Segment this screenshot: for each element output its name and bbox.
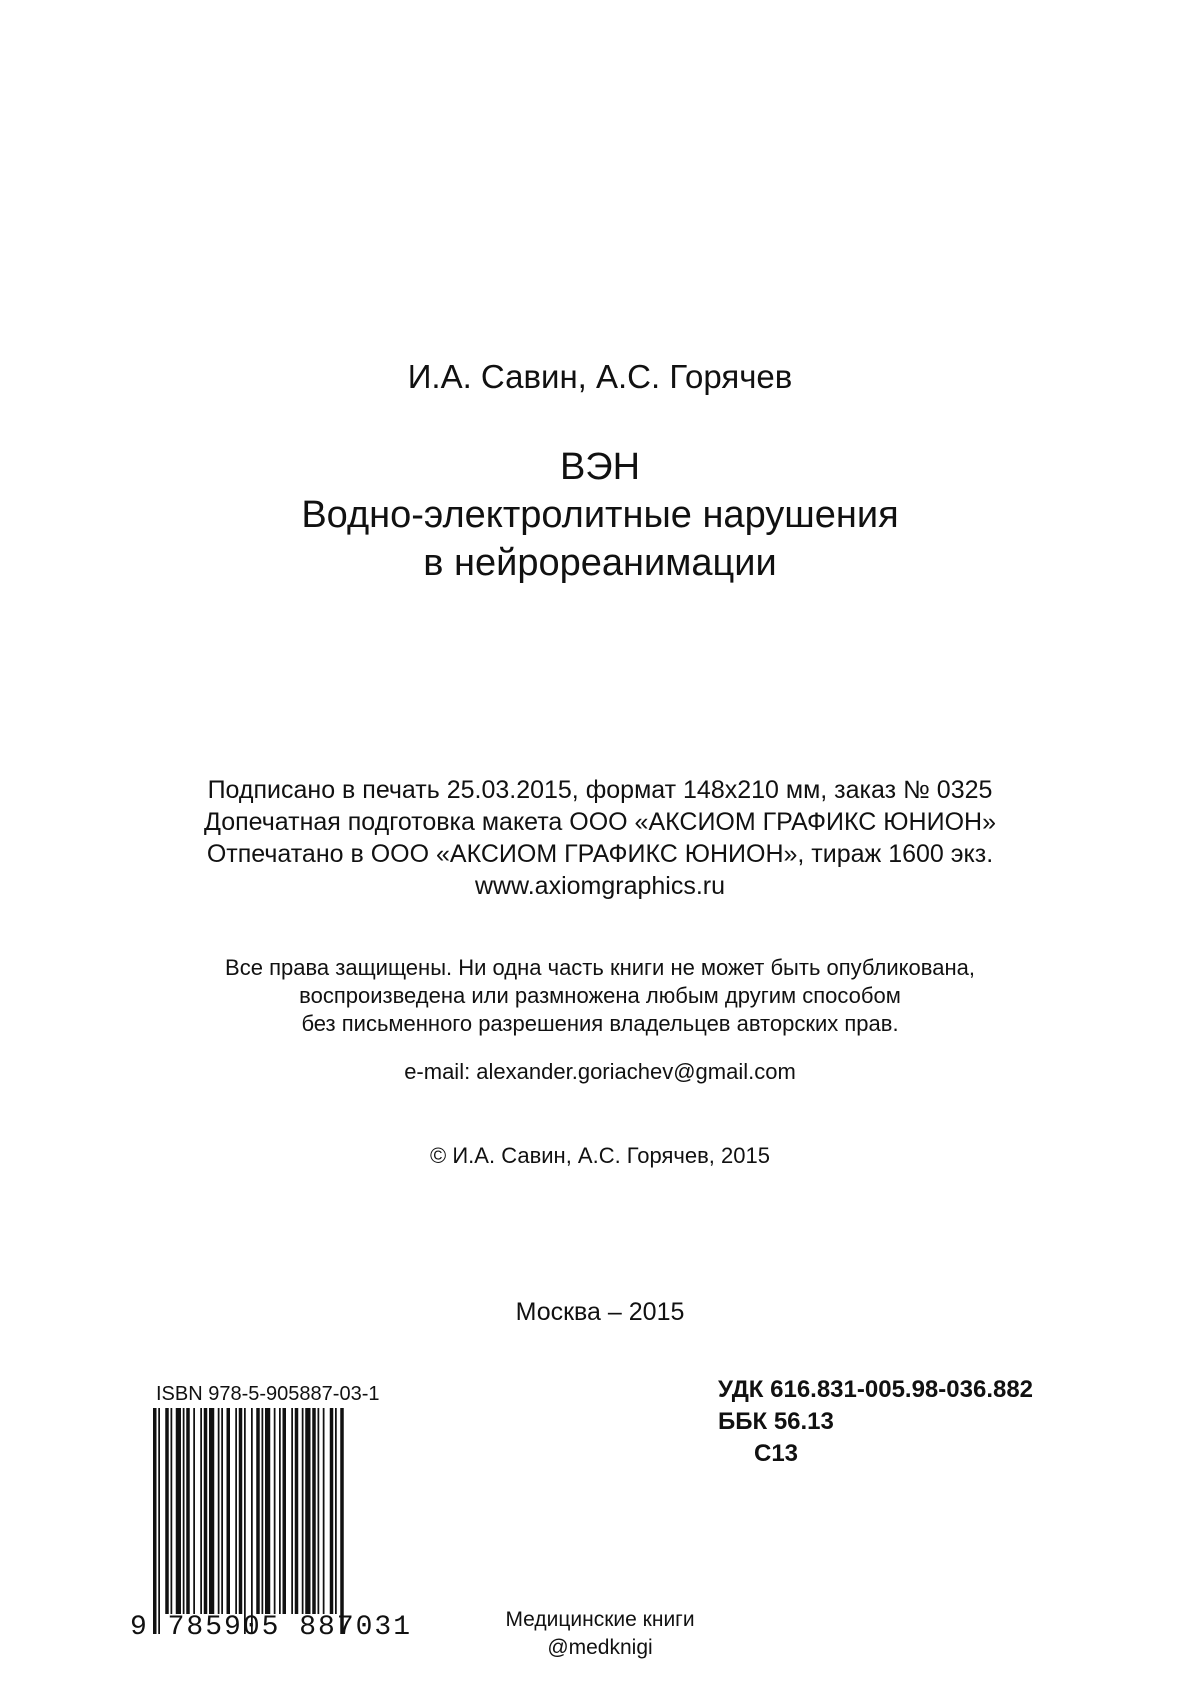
barcode-bar [171, 1408, 173, 1614]
barcode-bar [262, 1408, 264, 1614]
barcode-bar [265, 1408, 270, 1614]
barcode-bar [204, 1408, 208, 1614]
channel-handle: @medknigi [547, 1636, 653, 1659]
barcode-bar [256, 1408, 260, 1614]
barcode-bar [193, 1408, 195, 1614]
barcode-icon [151, 1408, 395, 1634]
author-mark: С13 [754, 1440, 799, 1467]
barcode-bar [244, 1408, 246, 1634]
barcode-bar [235, 1408, 237, 1614]
rights-line: без письменного разрешения владельцев авторских прав. [301, 1011, 899, 1036]
barcode-bar [158, 1408, 160, 1634]
isbn-label: ISBN 978-5-905887-03-1 [156, 1383, 380, 1405]
barcode-bar [153, 1408, 157, 1634]
title-subtitle: в нейрореанимации [423, 542, 777, 584]
print-info [0, 774, 1200, 902]
barcode-bar [176, 1408, 181, 1614]
barcode-bar [330, 1408, 334, 1614]
title-abbreviation: ВЭН [559, 446, 641, 488]
barcode-bar [305, 1408, 310, 1614]
barcode-bar [221, 1408, 223, 1614]
barcode-bar [183, 1408, 185, 1614]
barcode-bar [274, 1408, 276, 1614]
authors: И.А. Савин, А.С. Горячев [407, 358, 793, 395]
barcode-bar [291, 1408, 293, 1614]
print-info-line: Допечатная подготовка макета ООО «АКСИОМ ГРАФИКС ЮНИОН» [204, 808, 996, 836]
rights-notice [0, 954, 1200, 1038]
barcode-bar [165, 1408, 169, 1614]
barcode-bar [209, 1408, 214, 1614]
channel-credit [480, 1606, 720, 1662]
barcode-bar [186, 1408, 190, 1614]
barcode-bar [335, 1408, 337, 1614]
barcode-bar [239, 1408, 243, 1614]
barcode-bar [279, 1408, 281, 1614]
barcode-bar [200, 1408, 202, 1614]
barcode-bar [340, 1408, 344, 1634]
barcode-bar [302, 1408, 304, 1614]
barcode-bar [295, 1408, 299, 1614]
barcode-bar [218, 1408, 220, 1614]
print-info-line: Отпечатано в ООО «АКСИОМ ГРАФИКС ЮНИОН», тираж 1600 экз. [206, 840, 994, 868]
print-info-line: Подписано в печать 25.03.2015, формат 148x210 мм, заказ № 0325 [207, 776, 993, 804]
rights-line: Все права защищены. Ни одна часть книги не может быть опубликована, [225, 955, 975, 980]
contact-email: e-mail: alexander.goriachev@gmail.com [404, 1059, 796, 1084]
barcode-bar [318, 1408, 320, 1614]
barcode-bar [227, 1408, 231, 1614]
title-main: Водно-электролитные нарушения [301, 494, 899, 536]
bbk-code: ББК 56.13 [718, 1408, 834, 1435]
barcode-bar [312, 1408, 316, 1614]
copyright-notice: © И.А. Савин, А.С. Горячев, 2015 [430, 1143, 770, 1168]
classification-codes [718, 1374, 1033, 1470]
barcode-bar [283, 1408, 287, 1614]
city-year: Москва – 2015 [515, 1298, 685, 1326]
publisher-website: www.axiomgraphics.ru [474, 872, 726, 900]
udk-code: УДК 616.831-005.98-036.882 [718, 1376, 1034, 1403]
rights-line: воспроизведена или размножена любым другим способом [299, 983, 901, 1008]
barcode-bar [323, 1408, 325, 1614]
barcode-digits: 9 785905 887031 [130, 1612, 413, 1643]
book-title [0, 443, 1200, 587]
barcode-bar [251, 1408, 253, 1634]
channel-name: Медицинские книги [505, 1608, 695, 1631]
